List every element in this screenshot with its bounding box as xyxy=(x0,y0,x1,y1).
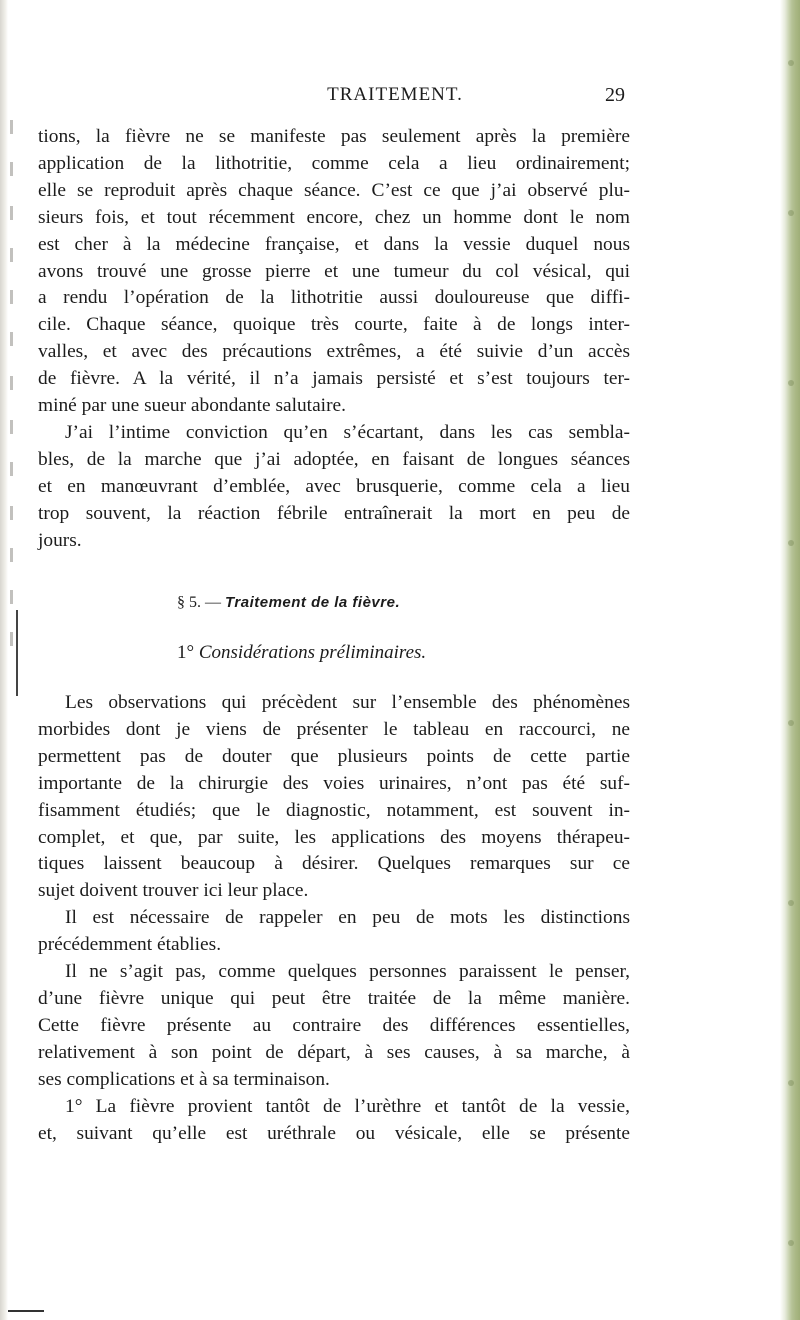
text-line: J’ai l’intime conviction qu’en s’écartant, dans les cas sembla- xyxy=(65,422,630,443)
subsection-title: Considérations préliminaires. xyxy=(198,642,427,663)
paragraph-conviction xyxy=(38,420,630,555)
margin-rule xyxy=(16,610,18,696)
text-line: complet, et que, par suite, les applications des moyens thérapeu- xyxy=(38,826,630,848)
text-line: et, suivant qu’elle est uréthrale ou vésicale, elle se présente xyxy=(38,1122,630,1144)
paragraph-observations xyxy=(38,690,630,905)
text-line: tions, la fièvre ne se manifeste pas seulement après la première xyxy=(38,126,630,147)
text-line: précédemment établies. xyxy=(38,933,222,955)
text-line: a rendu l’opération de la lithotritie aussi douloureuse que diffi- xyxy=(38,287,630,309)
text-line: d’une fièvre unique qui peut être traitée de la même manière. xyxy=(38,987,630,1009)
section-title: Traitement de la fièvre. xyxy=(225,594,401,611)
paragraph-fever-after-lithotrity xyxy=(38,124,630,420)
text-line: Il ne s’agit pas, comme quelques personnes paraissent le penser, xyxy=(65,961,630,982)
text-line: bles, de la marche que j’ai adoptée, en faisant de longues séances xyxy=(38,448,630,470)
text-line: importante de la chirurgie des voies urinaires, n’ont pas été suf- xyxy=(38,772,630,794)
paragraph-not-single-fever xyxy=(38,959,630,1094)
text-line: Il est nécessaire de rappeler en peu de mots les distinctions xyxy=(65,907,630,928)
text-line: jours. xyxy=(38,529,82,551)
bottom-corner-rule xyxy=(8,1310,44,1312)
running-header xyxy=(0,84,800,112)
page-right-edge xyxy=(780,0,800,1320)
text-line: Cette fièvre présente au contraire des différences essentielles, xyxy=(38,1014,630,1036)
page-left-edge xyxy=(0,0,8,1320)
text-line: de fièvre. A la vérité, il n’a jamais persisté et s’est toujours ter- xyxy=(38,368,630,390)
text-line: elle se reproduit après chaque séance. C’est ce que j’ai observé plu- xyxy=(38,179,630,201)
paragraph-distinctions xyxy=(38,905,630,959)
page-number: 29 xyxy=(605,84,625,106)
gutter-marks xyxy=(8,110,18,670)
text-line: cile. Chaque séance, quoique très courte, faite à de longs inter- xyxy=(38,314,630,336)
paragraph-fever-origin xyxy=(38,1094,630,1148)
text-line: relativement à son point de départ, à ses causes, à sa marche, à xyxy=(38,1041,630,1063)
text-line: et en manœuvrant d’emblée, avec brusquerie, comme cela a lieu xyxy=(38,475,630,497)
subsection-number: 1° xyxy=(177,642,195,663)
text-line: permettent pas de douter que plusieurs points de cette partie xyxy=(38,745,630,767)
text-line: trop souvent, la réaction fébrile entraînerait la mort en peu de xyxy=(38,502,630,524)
text-line: sieurs fois, et tout récemment encore, chez un homme dont le nom xyxy=(38,206,630,228)
text-line: morbides dont je viens de présenter le tableau en raccourci, ne xyxy=(38,718,630,740)
section-number: § 5. — xyxy=(177,594,221,611)
text-line: ses complications et à sa terminaison. xyxy=(38,1068,330,1090)
text-line: fisamment étudiés; que le diagnostic, notamment, est souvent in- xyxy=(38,799,630,821)
text-line: sujet doivent trouver ici leur place. xyxy=(38,880,309,902)
text-line: 1° La fièvre provient tantôt de l’urèthre et tantôt de la vessie, xyxy=(65,1096,630,1117)
text-line: miné par une sueur abondante salutaire. xyxy=(38,395,346,417)
text-line: tiques laissent beaucoup à désirer. Quelques remarques sur ce xyxy=(38,853,630,875)
text-line: valles, et avec des précautions extrêmes, a été suivie d’un accès xyxy=(38,341,630,363)
text-line: est cher à la médecine française, et dans la vessie duquel nous xyxy=(38,233,630,255)
text-line: avons trouvé une grosse pierre et une tumeur du col vésical, qui xyxy=(38,260,630,282)
text-line: application de la lithotritie, comme cela a lieu ordinairement; xyxy=(38,152,630,174)
text-line: Les observations qui précèdent sur l’ensemble des phénomènes xyxy=(65,692,630,713)
header-title: TRAITEMENT. xyxy=(327,84,463,105)
subsection-heading xyxy=(177,642,426,664)
